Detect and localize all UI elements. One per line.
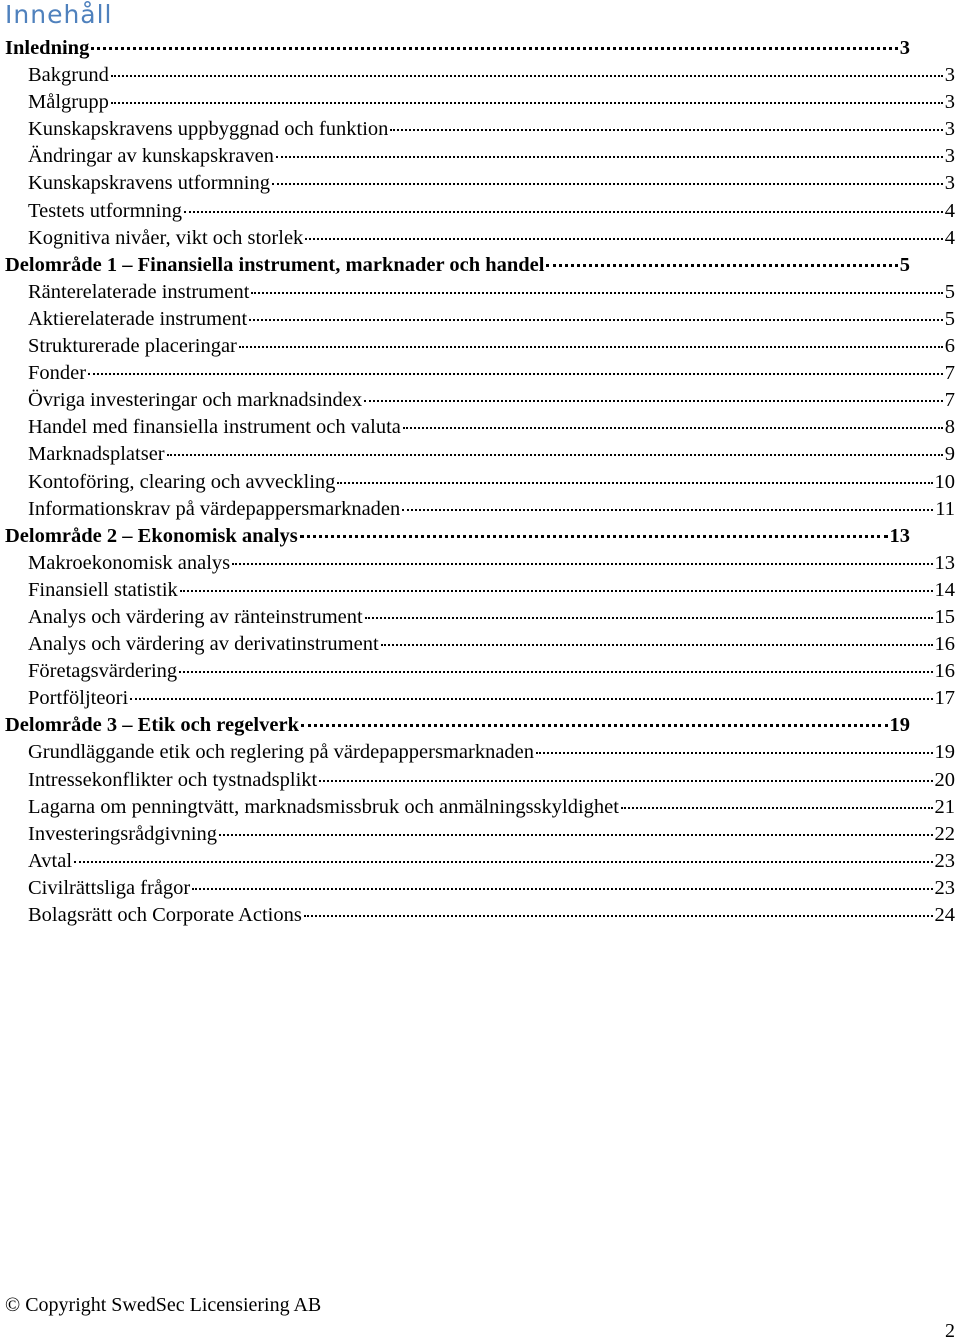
toc-entry-title: Aktierelaterade instrument xyxy=(28,307,248,330)
toc-entry-title: Informationskrav på värdepappersmarknaden xyxy=(28,497,401,520)
toc-entry-line xyxy=(28,198,955,225)
toc-subsection-entry[interactable] xyxy=(0,496,960,523)
toc-dot-leader xyxy=(249,319,943,321)
toc-subsection-entry[interactable] xyxy=(0,658,960,685)
toc-entry-title: Handel med finansiella instrument och valuta xyxy=(28,416,401,439)
toc-subsection-entry[interactable] xyxy=(0,62,960,89)
toc-entry-title: Portföljteori xyxy=(28,687,129,710)
toc-entry-title: Analys och värdering av ränteinstrument xyxy=(28,605,363,628)
toc-entry-title: Strukturerade placeringar xyxy=(28,335,237,358)
toc-subsection-entry[interactable] xyxy=(0,143,960,170)
toc-subsection-entry[interactable] xyxy=(0,767,960,794)
toc-dot-leader xyxy=(301,724,888,727)
toc-dot-leader xyxy=(74,861,932,863)
toc-entry-page: 14 xyxy=(934,578,955,601)
page-number: 2 xyxy=(945,1320,955,1342)
toc-entry-line xyxy=(5,35,910,62)
toc-dot-leader xyxy=(232,563,932,565)
toc-dot-leader xyxy=(536,752,932,754)
toc-section-entry[interactable] xyxy=(0,252,960,279)
toc-entry-page: 5 xyxy=(944,280,955,303)
toc-entry-page: 6 xyxy=(944,335,955,358)
toc-entry-title: Delområde 2 – Ekonomisk analys xyxy=(5,524,298,547)
toc-subsection-entry[interactable] xyxy=(0,550,960,577)
toc-subsection-entry[interactable] xyxy=(0,848,960,875)
toc-entry-page: 8 xyxy=(944,416,955,439)
toc-entry-line xyxy=(28,387,955,414)
toc-entry-title: Bakgrund xyxy=(28,64,109,87)
toc-entry-title: Analys och värdering av derivatinstrument xyxy=(28,633,379,656)
toc-entry-title: Grundläggande etik och reglering på värdepappersmarknaden xyxy=(28,741,535,764)
toc-entry-title: Civilrättsliga frågor xyxy=(28,876,191,899)
toc-dot-leader xyxy=(111,75,943,77)
toc-subsection-entry[interactable] xyxy=(0,89,960,116)
toc-entry-page: 13 xyxy=(889,524,910,547)
toc-entry-line xyxy=(28,116,955,143)
toc-entry-line xyxy=(28,469,955,496)
toc-entry-title: Fonder xyxy=(28,362,87,385)
toc-entry-line xyxy=(28,604,955,631)
toc-entry-page: 3 xyxy=(944,64,955,87)
toc-entry-page: 23 xyxy=(934,849,955,872)
toc-entry-line xyxy=(28,902,955,929)
toc-entry-page: 3 xyxy=(944,145,955,168)
toc-subsection-entry[interactable] xyxy=(0,821,960,848)
toc-entry-page: 7 xyxy=(944,389,955,412)
toc-entry-page: 16 xyxy=(934,660,955,683)
toc-dot-leader xyxy=(337,482,932,484)
toc-entry-page: 7 xyxy=(944,362,955,385)
toc-entry-line xyxy=(28,360,955,387)
toc-entry-page: 3 xyxy=(944,172,955,195)
toc-entry-title: Lagarna om penningtvätt, marknadsmissbruk och anmälningsskyldighet xyxy=(28,795,619,818)
toc-entry-page: 22 xyxy=(934,822,955,845)
toc-dot-leader xyxy=(180,590,933,592)
toc-subsection-entry[interactable] xyxy=(0,225,960,252)
toc-section-entry[interactable] xyxy=(0,523,960,550)
toc-entry-line xyxy=(28,496,955,523)
toc-entry-page: 13 xyxy=(934,551,955,574)
toc-entry-line xyxy=(28,631,955,658)
toc-entry-line xyxy=(28,89,955,116)
toc-entry-title: Bolagsrätt och Corporate Actions xyxy=(28,904,302,926)
toc-entry-page: 20 xyxy=(934,768,955,791)
toc-dot-leader xyxy=(304,915,933,917)
toc-dot-leader xyxy=(402,509,933,511)
toc-dot-leader xyxy=(276,156,943,158)
toc-entry-page: 16 xyxy=(934,633,955,656)
toc-entry-line xyxy=(28,794,955,821)
toc-subsection-entry[interactable] xyxy=(0,198,960,225)
toc-entry-title: Delområde 3 – Etik och regelverk xyxy=(5,714,299,737)
toc-subsection-entry[interactable] xyxy=(0,170,960,197)
toc-dot-leader xyxy=(111,102,943,104)
toc-entry-title: Inledning xyxy=(5,37,90,59)
toc-entry-title: Kontoföring, clearing och avveckling xyxy=(28,470,336,493)
toc-dot-leader xyxy=(319,780,932,782)
toc-dot-leader xyxy=(403,427,943,429)
toc-entry-page: 9 xyxy=(944,443,955,466)
toc-entry-line xyxy=(28,848,955,875)
toc-entry-page: 5 xyxy=(944,307,955,330)
toc-entry-title: Testets utformning xyxy=(28,199,183,222)
toc-dot-leader xyxy=(88,373,943,375)
toc-entry-page: 24 xyxy=(934,904,955,926)
toc-subsection-entry[interactable] xyxy=(0,794,960,821)
toc-subsection-entry[interactable] xyxy=(0,441,960,468)
page-title: Innehåll xyxy=(5,0,113,29)
toc-entry-line xyxy=(5,523,910,550)
toc-entry-line xyxy=(28,739,955,766)
toc-subsection-entry[interactable] xyxy=(0,333,960,360)
toc-dot-leader xyxy=(546,264,897,267)
toc-entry-line xyxy=(28,441,955,468)
toc-entry-title: Kognitiva nivåer, vikt och storlek xyxy=(28,226,304,249)
toc-entry-line xyxy=(28,685,955,712)
toc-entry-page: 19 xyxy=(934,741,955,764)
toc-dot-leader xyxy=(300,535,888,538)
toc-entry-line xyxy=(28,225,955,252)
toc-entry-line xyxy=(28,62,955,89)
toc-entry-title: Avtal xyxy=(28,849,73,872)
toc-entry-line xyxy=(28,143,955,170)
toc-entry-line xyxy=(28,658,955,685)
toc-entry-line xyxy=(5,712,910,739)
toc-entry-title: Makroekonomisk analys xyxy=(28,551,231,574)
toc-entry-line xyxy=(5,252,910,279)
toc-entry-page: 21 xyxy=(934,795,955,818)
toc-subsection-entry[interactable] xyxy=(0,306,960,333)
toc-subsection-entry[interactable] xyxy=(0,739,960,766)
toc-entry-title: Kunskapskravens utformning xyxy=(28,172,270,195)
toc-entry-page: 19 xyxy=(889,714,910,737)
toc-subsection-entry[interactable] xyxy=(0,902,960,929)
toc-entry-title: Marknadsplatser xyxy=(28,443,165,466)
toc-subsection-entry[interactable] xyxy=(0,116,960,143)
toc-dot-leader xyxy=(381,644,933,646)
toc-entry-page: 11 xyxy=(935,497,955,520)
toc-subsection-entry[interactable] xyxy=(0,414,960,441)
toc-dot-leader xyxy=(239,346,943,348)
toc-subsection-entry[interactable] xyxy=(0,469,960,496)
toc-entry-line xyxy=(28,279,955,306)
toc-dot-leader xyxy=(192,888,932,890)
toc-entry-title: Kunskapskravens uppbyggnad och funktion xyxy=(28,118,389,141)
toc-dot-leader xyxy=(130,698,932,700)
toc-subsection-entry[interactable] xyxy=(0,631,960,658)
toc-dot-leader xyxy=(272,183,943,185)
toc-entry-line xyxy=(28,170,955,197)
toc-entry-page: 3 xyxy=(899,37,910,59)
toc-entry-page: 4 xyxy=(944,199,955,222)
toc-dot-leader xyxy=(91,47,897,50)
toc-entry-line xyxy=(28,550,955,577)
toc-entry-page: 5 xyxy=(899,253,910,276)
toc-dot-leader xyxy=(167,454,943,456)
toc-entry-page: 3 xyxy=(944,118,955,141)
toc-entry-title: Delområde 1 – Finansiella instrument, marknader och handel xyxy=(5,253,545,276)
toc-entry-title: Målgrupp xyxy=(28,91,109,114)
toc-entry-page: 10 xyxy=(934,470,955,493)
toc-dot-leader xyxy=(219,834,932,836)
toc-subsection-entry[interactable] xyxy=(0,360,960,387)
toc-dot-leader xyxy=(364,400,943,402)
toc-entry-line xyxy=(28,333,955,360)
toc-entry-page: 17 xyxy=(934,687,955,710)
toc-entry-title: Investeringsrådgivning xyxy=(28,822,218,845)
toc-entry-title: Finansiell statistik xyxy=(28,578,178,601)
toc-entry-page: 23 xyxy=(934,876,955,899)
toc-entry-line xyxy=(28,821,955,848)
toc-dot-leader xyxy=(390,129,942,131)
toc-dot-leader xyxy=(251,292,942,294)
toc-subsection-entry[interactable] xyxy=(0,685,960,712)
toc-entry-line xyxy=(28,875,955,902)
toc-entry-line xyxy=(28,414,955,441)
toc-dot-leader xyxy=(305,238,942,240)
toc-section-entry[interactable] xyxy=(0,35,960,62)
toc-entry-line xyxy=(28,767,955,794)
toc-entry-title: Ändringar av kunskapskraven xyxy=(28,145,274,168)
toc-entry-title: Övriga investeringar och marknadsindex xyxy=(28,389,363,412)
toc-entry-line xyxy=(28,306,955,333)
toc-entry-title: Företagsvärdering xyxy=(28,660,178,683)
toc-entry-page: 3 xyxy=(944,91,955,114)
toc-entry-line xyxy=(28,577,955,604)
toc-entry-page: 15 xyxy=(934,605,955,628)
toc-dot-leader xyxy=(184,211,943,213)
toc-subsection-entry[interactable] xyxy=(0,387,960,414)
toc-subsection-entry[interactable] xyxy=(0,279,960,306)
table-of-contents xyxy=(0,35,960,929)
toc-subsection-entry[interactable] xyxy=(0,604,960,631)
toc-entry-title: Intressekonflikter och tystnadsplikt xyxy=(28,768,318,791)
copyright-notice: © Copyright SwedSec Licensiering AB xyxy=(5,1294,322,1316)
toc-entry-page: 4 xyxy=(944,226,955,249)
toc-section-entry[interactable] xyxy=(0,712,960,739)
toc-entry-title: Ränterelaterade instrument xyxy=(28,280,250,303)
toc-dot-leader xyxy=(179,671,932,673)
toc-dot-leader xyxy=(621,807,933,809)
toc-subsection-entry[interactable] xyxy=(0,577,960,604)
toc-dot-leader xyxy=(365,617,933,619)
toc-subsection-entry[interactable] xyxy=(0,875,960,902)
